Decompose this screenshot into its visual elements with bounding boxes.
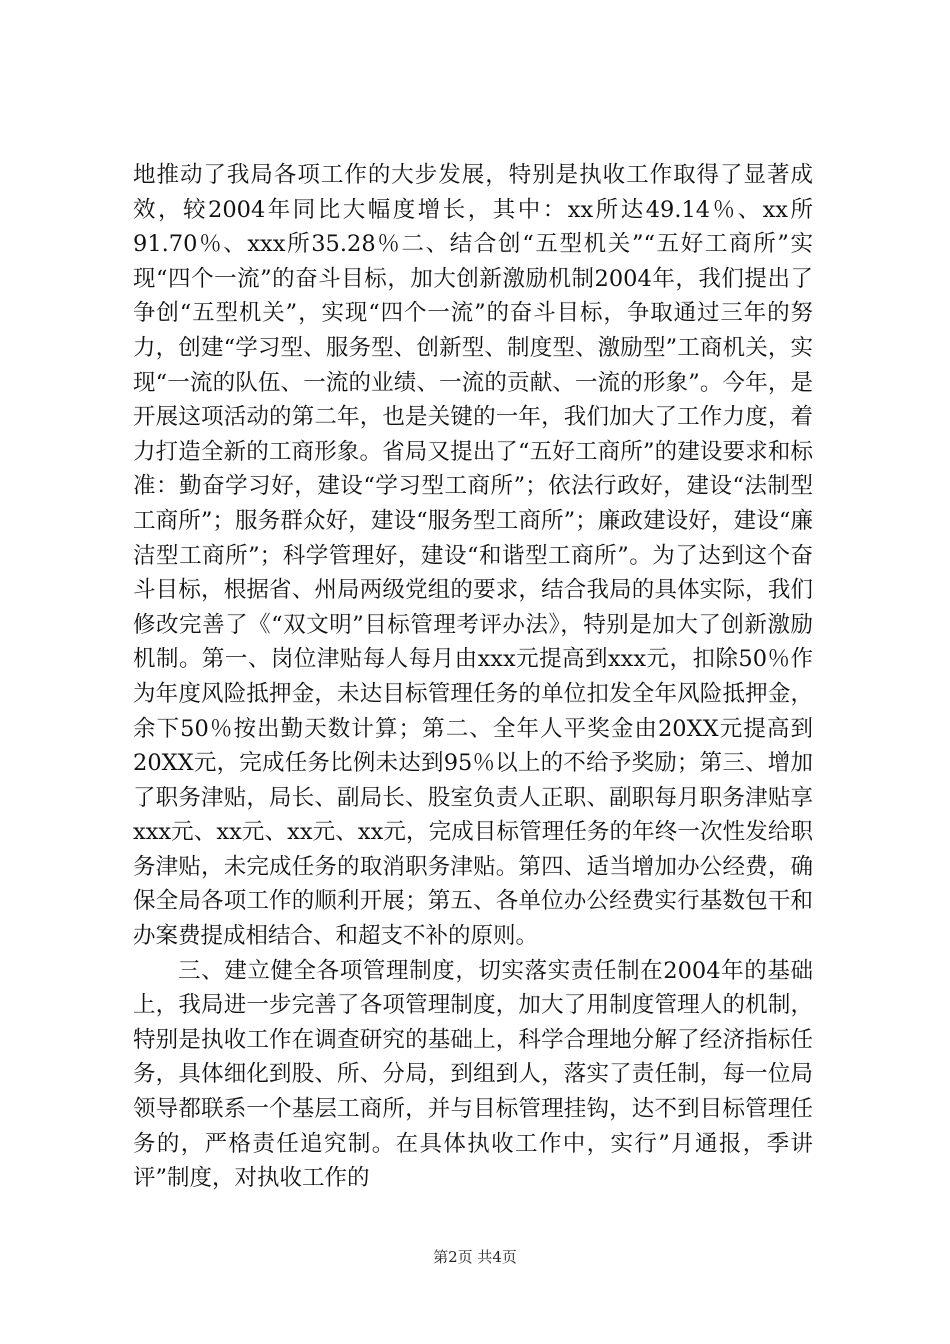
paragraph-1: 地推动了我局各项工作的大步发展，特别是执收工作取得了显著成效，较2004年同比大幅度增长，其中：xx所达49.14％、xx所91.70％、xxx所35.28％二、结合创“五型机关”“五好工商所”实现“四个一流”的奋斗目标，加大创新激励机制2004年，我们提出了争创“五型机关”，实现“四个一流”的奋斗目标，争取通过三年的努力，创建“学习型、服务型、创新型、制度型、激励型”工商机关，实现“一流的队伍、一流的业绩、一流的贡献、一流的形象”。今年，是开展这项活动的第二年，也是关键的一年，我们加大了工作力度，着力打造全新的工商形象。省局又提出了“五好工商所”的建设要求和标准：勤奋学习好，建设“学习型工商所”；依法行政好，建设“法制型工商所”；服务群众好，建设“服务型工商所”；廉政建设好，建设“廉洁型工商所”；科学管理好，建设“和谐型工商所”。为了达到这个奋斗目标，根据省、州局两级党组的要求，结合我局的具体实际，我们修改完善了《“双文明”目标管理考评办法》，特别是加大了创新激励机制。第一、岗位津贴每人每月由xxx元提高到xxx元，扣除50％作为年度风险抵押金，未达目标管理任务的单位扣发全年风险抵押金，余下50％按出勤天数计算；第二、全年人平奖金由20XX元提高到20XX元，完成任务比例未达到95％以上的不给予奖励；第三、增加了职务津贴，局长、副局长、股室负责人正职、副职每月职务津贴享xxx元、xx元、xx元、xx元，完成目标管理任务的年终一次性发给职务津贴，未完成任务的取消职务津贴。第四、适当增加办公经费，确保全局各项工作的顺利开展；第五、各单位办公经费实行基数包干和办案费提成相结合、和超支不补的原则。 xyxy=(133,162,813,950)
page-footer: 第2页 共4页 xyxy=(433,1248,517,1266)
paragraph-2: 三、建立健全各项管理制度，切实落实责任制在2004年的基础上，我局进一步完善了各项管理制度，加大了用制度管理人的机制，特别是执收工作在调查研究的基础上，科学合理地分解了经济指标任务，具体细化到股、所、分局，到组到人，落实了责任制，每一位局领导都联系一个基层工商所，并与目标管理挂钩，达不到目标管理任务的，严格责任追究制。在具体执收工作中，实行”月通报，季讲评”制度，对执收工作的 xyxy=(133,957,813,1192)
document-body xyxy=(133,158,813,1196)
